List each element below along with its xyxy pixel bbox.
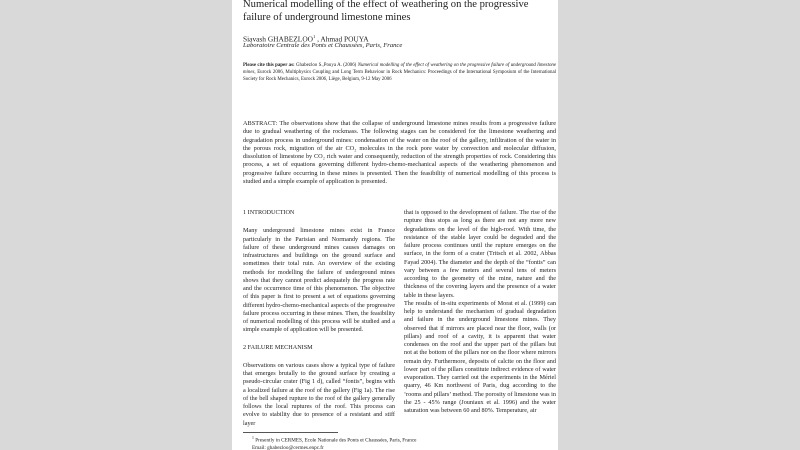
left-column <box>243 209 395 428</box>
citation-authors: Ghabezloo S.,Pouya A. (2006) <box>294 63 358 68</box>
author-secondary: , Ahmad POUYA <box>315 34 369 44</box>
section-heading-failure-mechanism: 2 FAILURE MECHANISM <box>243 343 313 351</box>
footnote-mark: 1 <box>252 436 254 440</box>
section-heading-introduction: 1 INTRODUCTION <box>243 209 295 216</box>
footnote-line <box>252 435 542 445</box>
failure-mechanism-text: Observations on various cases show a typical type of failure that emerges brutally to the ground surface by creating a pseudo-circular crater (Fig 1 d), called “fontis”, begins with a localized failure at the roof of the gallery (Fig 1a). The rise of the bell shaped rupture to the roof of the gallery generally follows the local ruptures of the roof. This process can evolve to stability due to presence of a resistant and stiff layer <box>243 361 395 427</box>
affiliation: Laboratoire Centrale des Ponts et Chaussées, Paris, France <box>243 42 403 49</box>
right-column-paragraph: The results of in-situ experiments of Morat et al. (1999) can help to understand the mechanism of gradual degradation and failure in the underground limestone mines. They observed that if mirrors are placed near the floor, walls (or pillars) and roof of a cavity, it is apparent that water condenses on the roof and the upper part of the pillars but not at the bottom of the pillars nor on the floor where mirrors remain dry. Furthermore, deposits of calcite on the floor and lower part of the pillars constitute indirect evidence of water evaporation. They carried out the experiments in the Mériel quarry, 46 Km northwest of Paris, dug according to the ‘rooms and pillars’ method. The porosity of limestone was in the 25 - 45% range (Jouniaux et al. 1996) and the water saturation was between 60 and 80%. Temperature, air <box>404 299 556 414</box>
citation-title: Numerical modelling of the effect of weathering on the progressive failure of underground limestone mines <box>243 63 557 75</box>
abstract: ABSTRACT: The observations show that the collapse of underground limestone mines results from a progressive failure due to gradual weathering of the rockmass. The following stages can be considered for the limestone weathering and degradation process in underground mines: condensation of the water on the roof of the gallery, infiltration of the water in the porous rock, migration of the air CO₂ molecules in the rock pore water by convection and molecular diffusion, dissolution of limestone by CO₂ rich water and consequently, reduction of the strength properties of rock. Considering this process, a set of equations governing different hydro-chemo-mechanical aspects of the weathering phenomenon and progressive failure occurring in these mines is presented. Then the feasibility of numerical modelling of this process is studied and a simple example of application is presented. <box>243 120 556 186</box>
citation-notice <box>243 63 556 84</box>
paper-page <box>232 0 558 450</box>
footnote-email: Email: ghabezloo@cermes.enpc.fr <box>252 445 324 450</box>
author-primary: Siavash GHABEZLOO <box>243 34 313 44</box>
footnote-affiliation: Presently in CERMES, Ecole Nationale des Ponts et Chaussées, Paris, France <box>253 437 417 444</box>
citation-label: Please cite this paper as: <box>243 63 295 68</box>
footnote-divider <box>243 432 338 433</box>
author-footnote-mark: 1 <box>313 34 316 39</box>
right-column-paragraph: that is opposed to the development of failure. The rise of the rupture thus stops as long as there are not any more new degradations on the level of the high-roof. With time, the resistance of the stable layer could be degraded and the failure process continues until the rupture emerges on the surface, in the form of a crater (Tritsch et al. 2002, Abbas Fayad 2004). The diameter and the depth of the “fontis” can vary between a few meters and several tens of meters according to the geometry of the mine, nature and the thickness of the covering layers and the presence of a water table in these layers. <box>404 209 556 299</box>
introduction-text: Many underground limestone mines exist in France particularly in the Parisian and Normandy regions. The failure of these underground mines causes damages on infrastructures and buildings on the ground surface and sometimes their total ruin. An overview of the existing methods for modelling the failure of underground mines shows that they cannot predict adequately the progress rate and the occurrence time of this phenomenon. The objective of this paper is first to present a set of equations governing different hydro-chemo-mechanical aspects of the progressive failure process occurring in these mines. Then, the feasibility of numerical modelling of this process will be studied and a simple example of application will be presented. <box>243 227 395 334</box>
right-column <box>404 209 556 415</box>
paper-title: Numerical modelling of the effect of weathering on the progressive failure of underground limestone mines <box>243 0 529 23</box>
citation-venue: , Eurock 2006, Multiphysics Coupling and Long Term Behaviour in Rock Mechanics: Proceedings of the International Symposium of the International Society for Rock Mechanics, Eurock 2006, Liège, Belgium, 9-12 May 2006 <box>243 69 556 82</box>
footnote <box>252 435 542 450</box>
